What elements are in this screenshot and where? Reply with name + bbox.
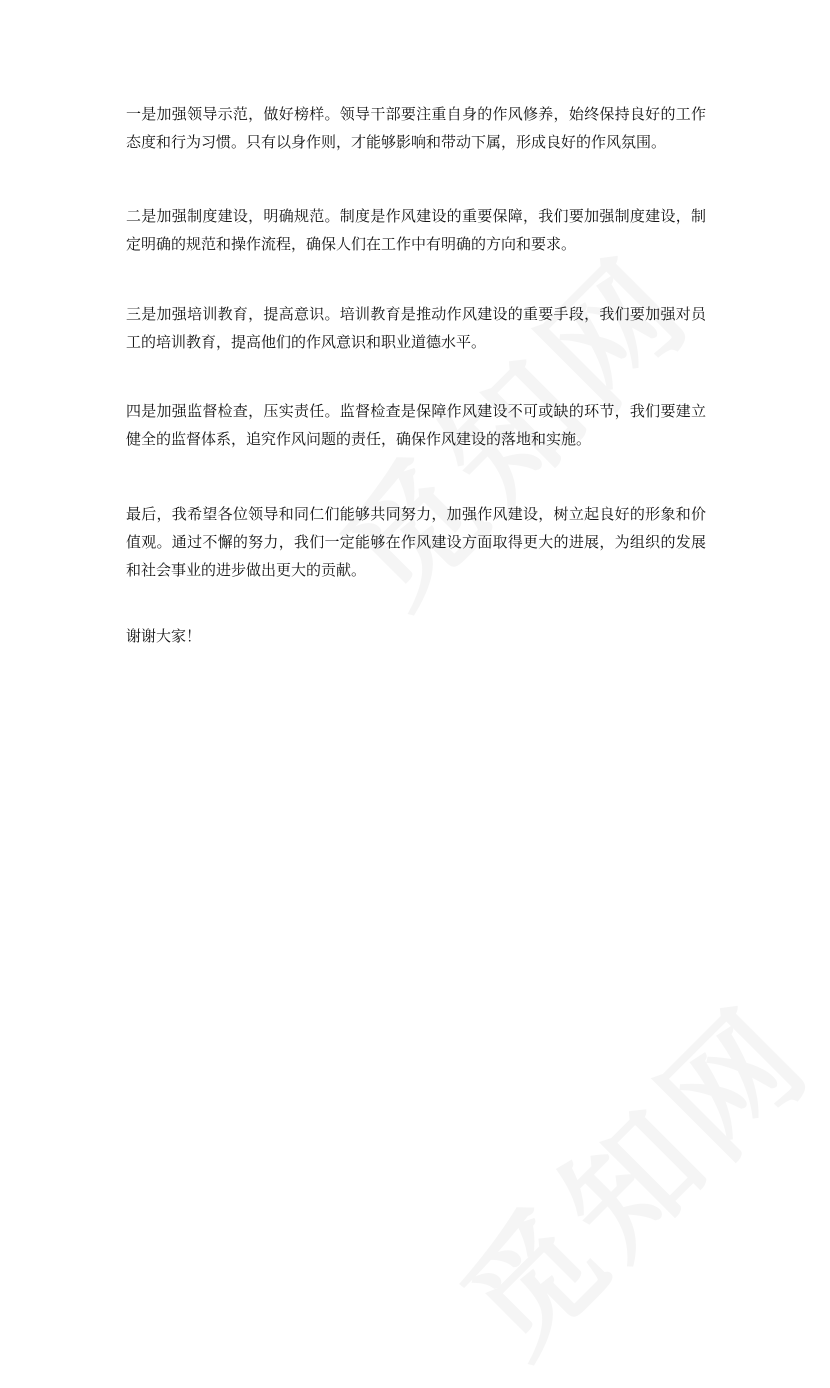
watermark bbox=[415, 959, 830, 1388]
paragraph-supervision: 四是加强监督检查，压实责任。监督检查是保障作风建设不可或缺的环节，我们要建立健全的监督体系，追究作风问题的责任，确保作风建设的落地和实施。 bbox=[126, 402, 706, 448]
paragraph-training: 三是加强培训教育，提高意识。培训教育是推动作风建设的重要手段，我们要加强对员工的培训教育，提高他们的作风意识和职业道德水平。 bbox=[126, 305, 706, 351]
paragraph-leadership: 一是加强领导示范，做好榜样。领导干部要注重自身的作风修养，始终保持良好的工作态度和行为习惯。只有以身作则，才能够影响和带动下属，形成良好的作风氛围。 bbox=[126, 105, 706, 151]
paragraph-institution: 二是加强制度建设，明确规范。制度是作风建设的重要保障，我们要加强制度建设，制定明确的规范和操作流程，确保人们在工作中有明确的方向和要求。 bbox=[126, 207, 706, 253]
paragraph-conclusion: 最后，我希望各位领导和同仁们能够共同努力，加强作风建设，树立起良好的形象和价值观。通过不懈的努力，我们一定能够在作风建设方面取得更大的进展，为组织的发展和社会事业的进步做出更大的贡献。 bbox=[126, 505, 706, 579]
paragraph-thanks: 谢谢大家！ bbox=[126, 627, 202, 645]
